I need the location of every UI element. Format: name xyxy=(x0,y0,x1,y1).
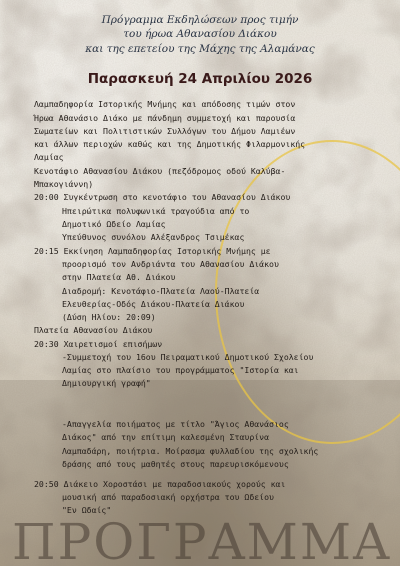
program-line: "Εν Ωδαίς" xyxy=(62,505,112,515)
event-date: Παρασκευή 24 Απριλίου 2026 xyxy=(87,71,313,87)
program-line: Λαμίας xyxy=(34,152,64,162)
program-line: 20:30 Χαιρετισμοί επισήμων xyxy=(34,339,163,349)
program-line: προορισμό τον Ανδριάντα του Αθανασίου Διάκου xyxy=(62,259,279,269)
program-line: Ήρωα Αθανάσιο Διάκο με πάνδημη συμμετοχή και παρουσία xyxy=(34,113,296,123)
program-line: Πλατεία Αθανασίου Διάκου xyxy=(34,325,153,335)
header-line-2: του ήρωα Αθανασίου Διάκου xyxy=(123,28,277,40)
program-line: Δημοτικό Ωδείο Λαμίας xyxy=(62,219,166,229)
program-line: -Απαγγελία ποιήματος με τίτλο "Άγιος Αθανάσιος xyxy=(62,419,289,429)
program-line: και άλλων περιοχών καθώς και της Δημοτικής Φιλαρμονικής xyxy=(34,139,306,149)
program-line: Υπεύθυνος συνόλου Αλέξανδρος Τσιμέκας xyxy=(62,232,245,242)
header-line-1: Πρόγραμμα Εκδηλώσεων προς τιμήν xyxy=(101,14,299,26)
program-line: 20:00 Συγκέντρωση στο κενοτάφιο του Αθανασίου Διάκου xyxy=(34,192,291,202)
program-line: Σωματείων και Πολιτιστικών Συλλόγων του Δήμου Λαμιέων xyxy=(34,126,296,136)
program-line: δράσης από τους μαθητές στους παρευρισκόμενους xyxy=(62,459,289,469)
program-line: 20:50 Διάκειο Χοροστάσι με παραδοσιακούς χορούς και xyxy=(34,479,286,489)
header-line-3: και της επετείου της Μάχης της Αλαμάνας xyxy=(85,43,315,55)
program-line: -Συμμετοχή του 16ου Πειραματικού Δημοτικού Σχολείου xyxy=(62,352,314,362)
program-line: (Δύση Ηλίου: 20:09) xyxy=(62,312,156,322)
program-line: στην Πλατεία Αθ. Διάκου xyxy=(62,272,176,282)
program-line: Δημιουργική γραφή" xyxy=(62,378,151,388)
program-line: Λαμπαδηφορία Ιστορικής Μνήμης και απόδοσης τιμών στον xyxy=(34,99,296,109)
program-line: Κενοτάφιο Αθανασίου Διάκου (πεζόδρομος οδού Καλύβα- xyxy=(34,166,286,176)
program-line: Διαδρομή: Κενοτάφιο-Πλατεία Λαού-Πλατεία xyxy=(62,286,260,296)
program-line: μουσική από παραδοσιακή ορχήστρα του Ωδείου xyxy=(62,492,274,502)
program-line: 20:15 Εκκίνηση Λαμπαδηφορίας Ιστορικής Μνήμης με xyxy=(34,246,271,256)
program-watermark-word: ΠΡΟΓΡΑΜΜΑ xyxy=(12,513,392,566)
program-line: Ηπειρώτικα πολυφωνικά τραγούδια από το xyxy=(62,206,250,216)
program-line: Ελευθερίας-Οδός Διάκου-Πλατεία Διάκου xyxy=(62,299,245,309)
program-line: Διάκος" από την επίτιμη καλεσμένη Σταυρίνα xyxy=(62,432,270,442)
program-line: Λαμπαδάρη, ποιήτρια. Μοίρασμα φυλλαδίου της σχολικής xyxy=(62,446,319,456)
program-line: Λαμίας στο πλαίσιο του προγράμματος "Ιστορία και xyxy=(62,365,299,375)
program-line: Μπακογιάννη) xyxy=(34,179,94,189)
